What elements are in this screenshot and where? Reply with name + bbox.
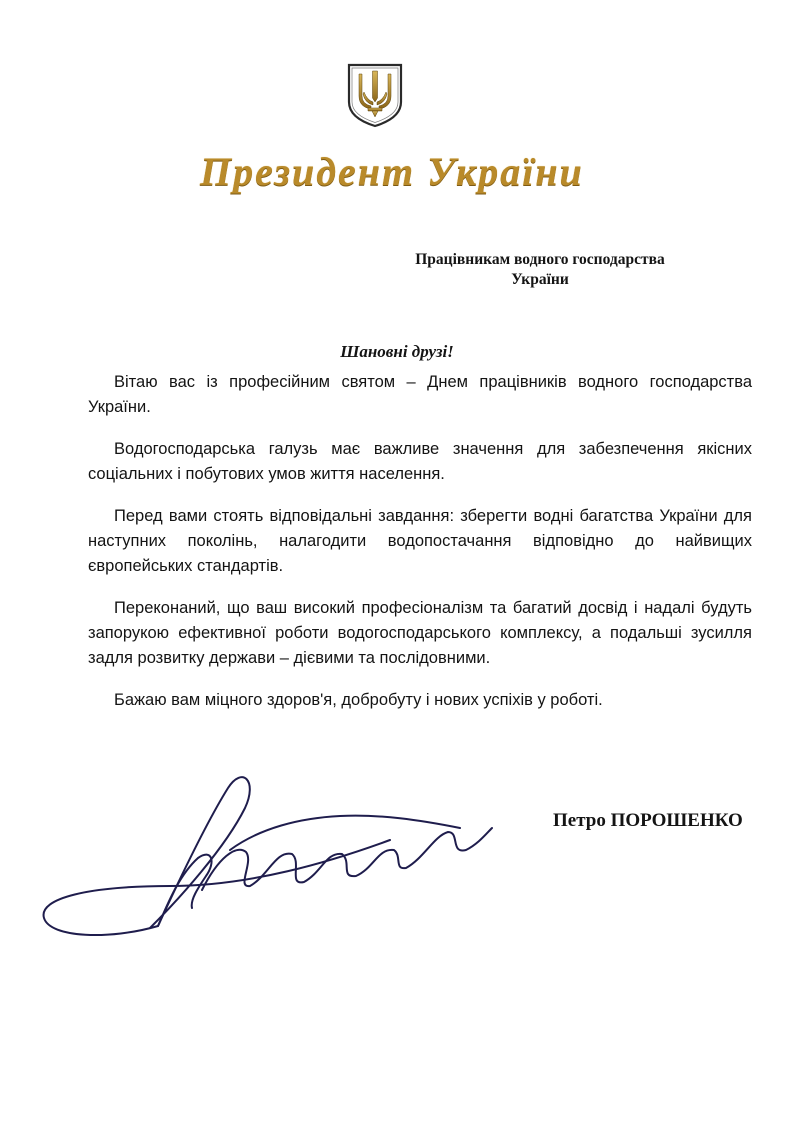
- addressee-line-2: України: [511, 271, 569, 288]
- trident-coat-of-arms-icon: [346, 62, 404, 128]
- paragraph-greeting: Вітаю вас із професійним святом – Днем працівників водного господарства України.: [88, 373, 752, 416]
- letter-body: [88, 370, 752, 730]
- paragraph-industry: Водогосподарська галузь має важливе значення для забезпечення якісних соціальних і побутових умов життя населення.: [88, 440, 752, 483]
- paragraph-tasks: Перед вами стоять відповідальні завдання: зберегти водні багатства України для наступних поколінь, налагодити водопостачання відповідно до найвищих європейських стандартів.: [88, 507, 752, 575]
- salutation: Шановні друзі!: [340, 342, 454, 361]
- addressee-line-1: Працівникам водного господарства: [415, 251, 665, 268]
- handwritten-signature: [30, 758, 510, 948]
- letterhead: [0, 0, 794, 200]
- addressee-block: [360, 250, 720, 290]
- paragraph-conviction: Переконаний, що ваш високий професіоналізм та багатий досвід і надалі будуть запорукою ефективної роботи водогосподарського комплексу, а подальші зусилля задля розвитку держави – дієвими та послідовними.: [88, 599, 752, 667]
- paragraph-wishes: Бажаю вам міцного здоров'я, добробуту і нових успіхів у роботі.: [114, 691, 603, 709]
- office-title: Президент України: [200, 149, 584, 194]
- signatory-name: Петро ПОРОШЕНКО: [553, 810, 743, 831]
